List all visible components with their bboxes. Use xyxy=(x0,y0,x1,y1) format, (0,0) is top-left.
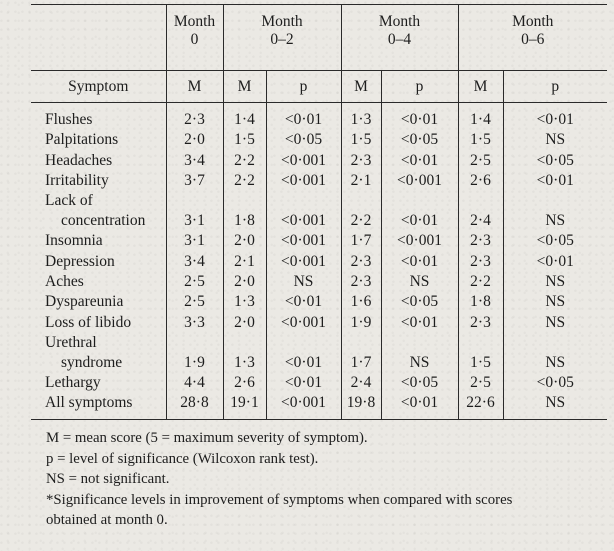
p-value-cell: <0·001 xyxy=(266,312,341,332)
p-value-cell: <0·001 xyxy=(266,393,341,413)
p-value-cell: NS xyxy=(503,312,607,332)
table-row xyxy=(31,231,607,251)
p-value-cell: NS xyxy=(503,191,607,231)
table-row xyxy=(31,373,607,393)
mean-score-cell: 1·8 xyxy=(458,292,503,312)
mean-score-cell: 1·5 xyxy=(458,130,503,150)
mean-score-cell: 1·4 xyxy=(458,110,503,130)
p-value-cell: NS xyxy=(503,130,607,150)
mean-score-cell: 2·2 xyxy=(223,151,266,171)
p-value-cell: NS xyxy=(503,292,607,312)
m-column-header: M xyxy=(458,71,503,103)
p-value-cell: <0·01 xyxy=(266,373,341,393)
mean-score-cell: 1·5 xyxy=(223,130,266,150)
mean-score-cell: 2·6 xyxy=(223,373,266,393)
p-value-cell: <0·01 xyxy=(266,292,341,312)
p-value-cell: <0·001 xyxy=(381,231,458,251)
mean-score-cell: 3·4 xyxy=(166,251,223,271)
mean-score-cell: 1·7 xyxy=(341,231,381,251)
mean-score-cell: 2·3 xyxy=(458,251,503,271)
table-row xyxy=(31,151,607,171)
p-value-cell: <0·01 xyxy=(503,251,607,271)
table-row xyxy=(31,130,607,150)
mean-score-cell: 2·3 xyxy=(341,272,381,292)
table-row xyxy=(31,110,607,130)
header-month-0-6: Month 0–6 xyxy=(458,5,607,71)
p-value-cell: <0·01 xyxy=(381,312,458,332)
p-value-cell: <0·001 xyxy=(266,231,341,251)
header-month-0-2: Month 0–2 xyxy=(223,5,341,71)
mean-score-cell: 2·5 xyxy=(166,292,223,312)
table-row xyxy=(31,292,607,312)
p-value-cell: <0·05 xyxy=(381,373,458,393)
mean-score-cell: 1·3 xyxy=(223,292,266,312)
symptom-score-table xyxy=(31,4,607,420)
symptom-cell: All symptoms xyxy=(45,394,133,412)
m-column-header: M xyxy=(166,71,223,103)
mean-score-cell: 28·8 xyxy=(166,393,223,413)
mean-score-cell: 2·0 xyxy=(223,231,266,251)
p-value-cell: <0·05 xyxy=(381,292,458,312)
symptom-cell: Irritability xyxy=(45,172,109,190)
footnote-ns: NS = not significant. xyxy=(46,471,170,488)
p-column-header: p xyxy=(503,71,607,103)
mean-score-cell: 2·2 xyxy=(223,171,266,191)
mean-score-cell: 2·3 xyxy=(341,251,381,271)
mean-score-cell: 2·1 xyxy=(341,171,381,191)
footnote-m: M = mean score (5 = maximum severity of symptom). xyxy=(46,430,368,446)
p-value-cell: <0·01 xyxy=(503,171,607,191)
p-value-cell: <0·05 xyxy=(381,130,458,150)
header-row-columns xyxy=(31,71,607,103)
p-value-cell: <0·01 xyxy=(381,151,458,171)
mean-score-cell: 3·1 xyxy=(166,231,223,251)
p-value-cell: <0·001 xyxy=(266,171,341,191)
table-row xyxy=(31,171,607,191)
symptom-cell: Flushes xyxy=(45,111,93,129)
header-month-0: Month 0 xyxy=(166,5,223,71)
p-value-cell: <0·001 xyxy=(266,151,341,171)
p-value-cell: <0·001 xyxy=(381,171,458,191)
table-footnotes xyxy=(46,428,606,531)
p-value-cell: <0·01 xyxy=(503,110,607,130)
mean-score-cell: 1·8 xyxy=(223,191,266,231)
mean-score-cell: 1·4 xyxy=(223,110,266,130)
mean-score-cell: 2·4 xyxy=(341,373,381,393)
mean-score-cell: 2·3 xyxy=(341,151,381,171)
mean-score-cell: 2·3 xyxy=(458,312,503,332)
p-value-cell: <0·01 xyxy=(381,110,458,130)
m-column-header: M xyxy=(341,71,381,103)
symptom-cell: Aches xyxy=(45,272,84,290)
table-body xyxy=(31,103,607,420)
symptom-cell: Lethargy xyxy=(45,373,101,391)
mean-score-cell: 2·2 xyxy=(458,272,503,292)
p-value-cell: NS xyxy=(381,272,458,292)
mean-score-cell: 2·5 xyxy=(458,373,503,393)
header-month-0-4: Month 0–4 xyxy=(341,5,458,71)
mean-score-cell: 1·5 xyxy=(341,130,381,150)
mean-score-cell: 2·6 xyxy=(458,171,503,191)
p-value-cell: <0·01 xyxy=(381,191,458,231)
mean-score-cell: 3·7 xyxy=(166,171,223,191)
table-row xyxy=(31,191,607,231)
mean-score-cell: 22·6 xyxy=(458,393,503,413)
mean-score-cell: 2·5 xyxy=(458,151,503,171)
header-row-months xyxy=(31,5,607,71)
p-value-cell: <0·01 xyxy=(266,333,341,373)
p-value-cell: <0·01 xyxy=(381,251,458,271)
p-value-cell: <0·05 xyxy=(503,373,607,393)
footnote-p: p = level of significance (Wilcoxon rank test). xyxy=(46,450,319,467)
p-value-cell: NS xyxy=(503,393,607,413)
p-value-cell: <0·05 xyxy=(503,231,607,251)
mean-score-cell: 3·3 xyxy=(166,312,223,332)
p-column-header: p xyxy=(266,71,341,103)
symptom-cell: Palpitations xyxy=(45,131,119,149)
mean-score-cell: 2·3 xyxy=(166,110,223,130)
mean-score-cell: 2·2 xyxy=(341,191,381,231)
p-value-cell: <0·001 xyxy=(266,191,341,231)
table-row xyxy=(31,251,607,271)
symptom-cell: Lack of concentration xyxy=(45,192,146,230)
p-value-cell: NS xyxy=(266,272,341,292)
header-blank-cell xyxy=(31,5,166,71)
mean-score-cell: 2·0 xyxy=(166,130,223,150)
mean-score-cell: 2·5 xyxy=(166,272,223,292)
mean-score-cell: 19·8 xyxy=(341,393,381,413)
mean-score-cell: 2·3 xyxy=(458,231,503,251)
p-value-cell: <0·01 xyxy=(381,393,458,413)
p-value-cell: NS xyxy=(381,333,458,373)
mean-score-cell: 2·4 xyxy=(458,191,503,231)
symptom-cell: Loss of libido xyxy=(45,313,132,331)
table-row xyxy=(31,393,607,413)
m-column-header: M xyxy=(223,71,266,103)
mean-score-cell: 1·9 xyxy=(166,333,223,373)
mean-score-cell: 3·1 xyxy=(166,191,223,231)
mean-score-cell: 4·4 xyxy=(166,373,223,393)
mean-score-cell: 1·6 xyxy=(341,292,381,312)
mean-score-cell: 1·3 xyxy=(223,333,266,373)
mean-score-cell: 1·3 xyxy=(341,110,381,130)
p-value-cell: <0·001 xyxy=(266,251,341,271)
mean-score-cell: 1·7 xyxy=(341,333,381,373)
mean-score-cell: 2·0 xyxy=(223,312,266,332)
mean-score-cell: 19·1 xyxy=(223,393,266,413)
table-row xyxy=(31,272,607,292)
symptom-cell: Depression xyxy=(45,252,115,270)
p-value-cell: <0·05 xyxy=(266,130,341,150)
mean-score-cell: 2·0 xyxy=(223,272,266,292)
symptom-column-header: Symptom xyxy=(31,71,166,103)
mean-score-cell: 1·9 xyxy=(341,312,381,332)
p-value-cell: <0·05 xyxy=(503,151,607,171)
symptom-cell: Dyspareunia xyxy=(45,293,124,311)
p-column-header: p xyxy=(381,71,458,103)
p-value-cell: NS xyxy=(503,333,607,373)
table-row xyxy=(31,312,607,332)
mean-score-cell: 1·5 xyxy=(458,333,503,373)
p-value-cell: <0·01 xyxy=(266,110,341,130)
symptom-cell: Insomnia xyxy=(45,232,103,250)
p-value-cell: NS xyxy=(503,272,607,292)
symptom-cell: Urethral syndrome xyxy=(45,333,123,371)
mean-score-cell: 2·1 xyxy=(223,251,266,271)
table-row xyxy=(31,333,607,373)
footnote-significance: *Significance levels in improvement of symptoms when compared with scores xyxy=(46,491,513,508)
symptom-cell: Headaches xyxy=(45,151,113,169)
mean-score-cell: 3·4 xyxy=(166,151,223,171)
footnote-significance-cont: obtained at month 0. xyxy=(46,512,168,529)
